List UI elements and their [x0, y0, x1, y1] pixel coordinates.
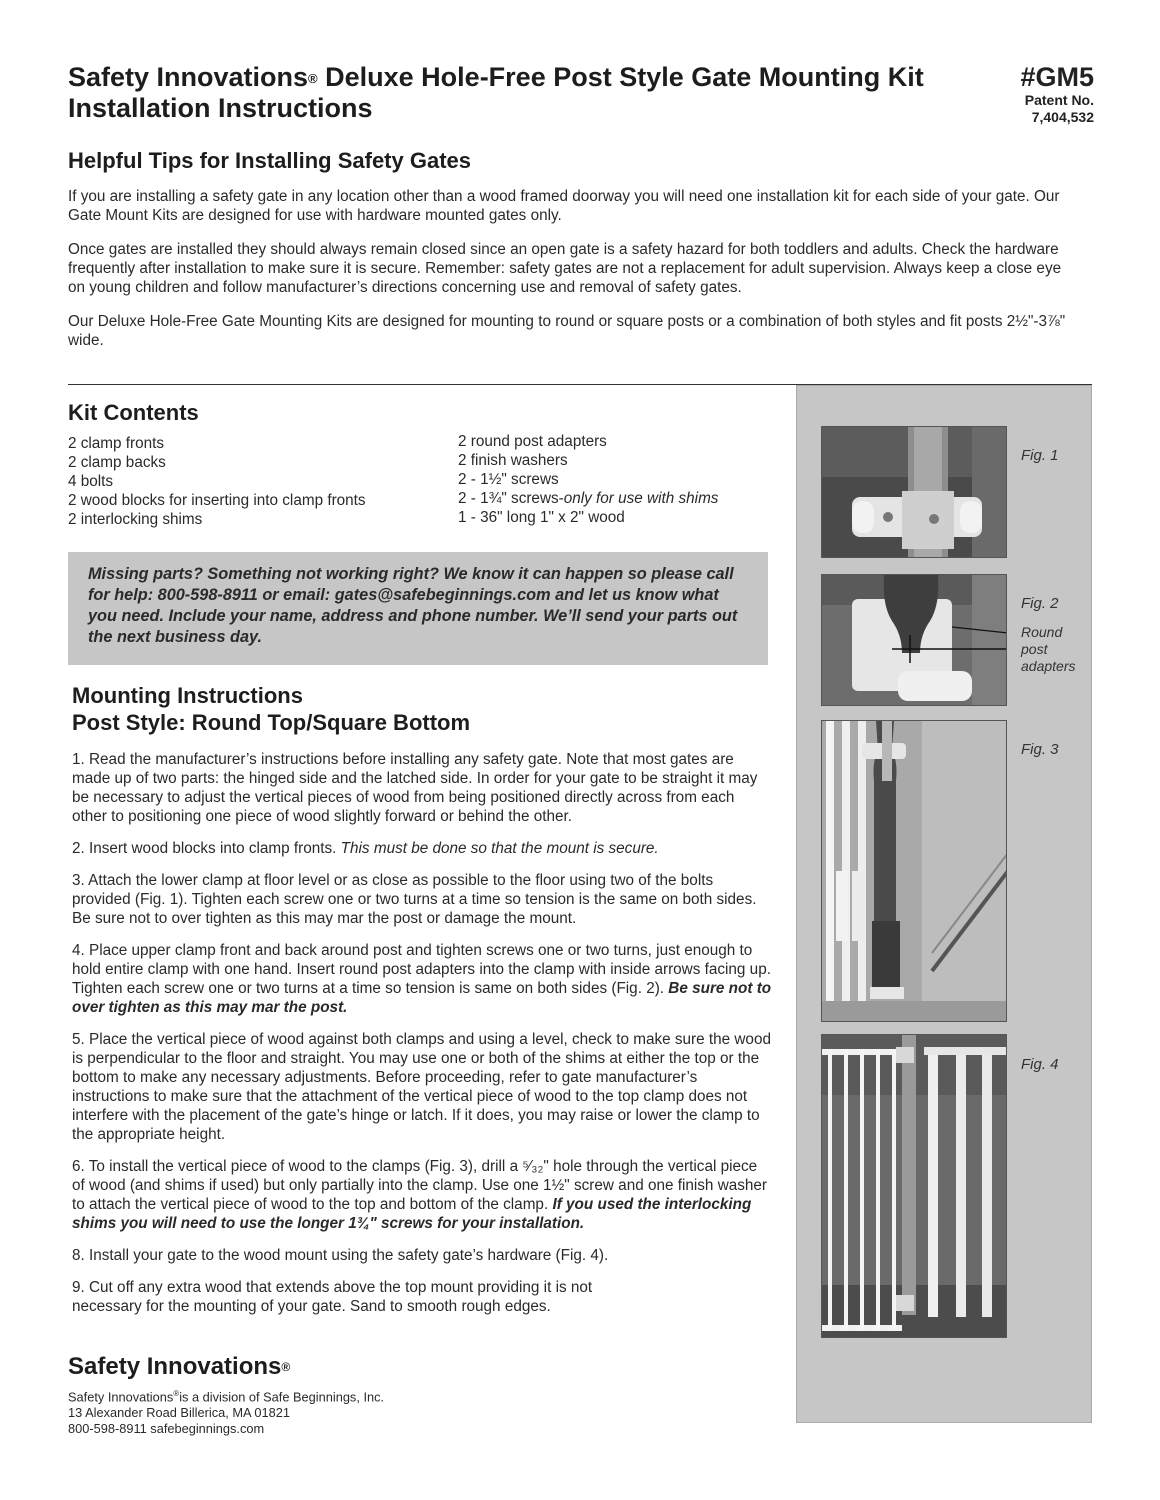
title-brand: Safety Innovations — [68, 62, 309, 92]
step-2-text: 2. Insert wood blocks into clamp fronts. — [72, 840, 341, 857]
figure-4-label: Fig. 4 — [1021, 1056, 1059, 1073]
step-2 — [72, 839, 772, 858]
company-line-1 — [68, 1386, 384, 1405]
kit-contents-section — [68, 400, 788, 529]
figure-1-label: Fig. 1 — [1021, 447, 1059, 464]
mounting-steps — [72, 750, 772, 1316]
kit-item: 2 - 1½" screws — [458, 471, 559, 488]
kit-item-text: 2 - 1¾" screws- — [458, 490, 564, 507]
step-6-warning: If you used the interlocking shims you will need to use the longer 1¾" screws for your installation. — [72, 1196, 752, 1232]
step-9: 9. Cut off any extra wood that extends above the top mount providing it is not necessary for the mounting of your gate. Sand to smooth rough edges. — [72, 1279, 593, 1315]
step-3: 3. Attach the lower clamp at floor level or as close as possible to the floor using two of the bolts provided (Fig. 1). Tighten each screw one or two turns at a time so tension is the same on both sides. Be sure not to over tighten as this may mar the post or damage the mount. — [72, 872, 757, 927]
registered-mark: ® — [281, 1360, 291, 1374]
company-street: 13 Alexander Road Billerica, MA 01821 — [68, 1405, 290, 1421]
kit-item-note: only for use with shims — [563, 490, 719, 507]
figure-2-label: Fig. 2 — [1021, 595, 1059, 612]
step-4-text: 4. Place upper clamp front and back around post and tighten screws one or two turns, just enough to hold entire clamp with one hand. Insert round post adapters into the clamp with inside arrows facing up. Tighten each screw one or two turns at a time so tension is same on both sides (Fig. 2). — [72, 942, 771, 997]
kit-item: 4 bolts — [68, 473, 114, 490]
figure-3-photo — [821, 720, 1007, 1022]
kit-item: 2 clamp backs — [68, 454, 166, 471]
kit-heading: Kit Contents — [68, 400, 199, 425]
step-6 — [72, 1157, 772, 1233]
help-callout — [68, 552, 768, 665]
company-contact: 800-598-8911 safebeginnings.com — [68, 1421, 265, 1437]
help-callout-text: Missing parts? Something not working right? We know it can happen so please call for help: 800-598-8911 or email: gates@safebeginnings.com and let us know what you need. Include your name, address and phone number. We’ll send your parts out the next business day. — [88, 565, 738, 646]
figure-1-photo — [821, 426, 1007, 558]
patent-label: Patent No. — [1024, 92, 1094, 108]
tips-heading: Helpful Tips for Installing Safety Gates — [68, 148, 472, 173]
tips-paragraph-2: Once gates are installed they should always remain closed since an open gate is a safety hazard for both toddlers and adults. Check the hardware frequently after installation to make sure it is secure. Remember: safety gates are not a replacement for adult supervision. Always keep a close eye on young children and follow manufacturer’s directions concerning use and removal of safety gates. — [68, 241, 1062, 296]
company-footer — [68, 1352, 384, 1437]
step-8: 8. Install your gate to the wood mount using the safety gate’s hardware (Fig. 4). — [72, 1247, 609, 1264]
company-address — [68, 1386, 384, 1437]
document-title — [68, 62, 1094, 124]
tips-paragraph-3: Our Deluxe Hole-Free Gate Mounting Kits are designed for mounting to round or square posts or a combination of both styles and fit posts 2½"-3⅞" wide. — [68, 313, 1066, 349]
step-5: 5. Place the vertical piece of wood against both clamps and using a level, check to make sure the wood is perpendicular to the floor and straight. You may use one or both of the shims at either the top or the bottom to make any necessary adjustments. Before proceeding, refer to gate manufacturer’s instructions to make sure that the attachment of the vertical piece of wood to the top clamp does not interfere with the placement of the gate’s hinge or latch. If it does, you may raise or lower the clamp to the appropriate height. — [72, 1031, 771, 1143]
company-name: Safety Innovations — [68, 1389, 174, 1405]
kit-item — [458, 489, 718, 508]
figure-3-label: Fig. 3 — [1021, 741, 1059, 758]
kit-item: 2 wood blocks for inserting into clamp fronts — [68, 492, 366, 509]
registered-mark: ® — [173, 1389, 180, 1398]
step-6-text: 6. To install the vertical piece of wood to the clamps (Fig. 3), drill a ⁵⁄₃₂" hole through the vertical piece of wood (and shims if used) but only partially into the clamp. Use one 1½" screw and one finish washer to attach the vertical piece of wood to the top and bottom of the clamp. — [72, 1158, 768, 1213]
step-4-warning: Be sure not to over tighten as this may mar the post. — [72, 980, 772, 1016]
tips-paragraph-1: If you are installing a safety gate in any location other than a wood framed doorway you will need one installation kit for each side of your gate. Our Gate Mount Kits are designed for use with hardware mounted gates only. — [68, 188, 1060, 224]
product-code-block — [1020, 62, 1094, 126]
tips-section — [68, 148, 1068, 350]
step-4 — [72, 941, 772, 1017]
kit-item: 2 clamp fronts — [68, 435, 165, 452]
document-header — [68, 62, 1094, 124]
company-division: is a division of Safe Beginnings, Inc. — [179, 1389, 385, 1405]
figure-4-photo — [821, 1034, 1007, 1338]
figure-2-callout: Round post adapters — [1021, 624, 1076, 674]
mounting-subheading: Post Style: Round Top/Square Bottom — [72, 710, 471, 735]
title-product: Deluxe Hole-Free Post Style Gate Mounting Kit — [317, 62, 924, 92]
kit-item: 2 round post adapters — [458, 433, 607, 450]
patent-number: 7,404,532 — [1031, 109, 1094, 125]
figures-sidebar — [796, 385, 1092, 1423]
mounting-section — [72, 682, 772, 1316]
mounting-heading: Mounting Instructions — [72, 683, 303, 708]
footer-brand — [68, 1352, 384, 1382]
kit-item: 2 interlocking shims — [68, 511, 203, 528]
product-code: #GM5 — [1020, 62, 1094, 92]
step-2-note: This must be done so that the mount is secure. — [340, 840, 659, 857]
kit-list-right — [458, 432, 718, 529]
registered-mark: ® — [308, 71, 318, 86]
figure-2-photo — [821, 574, 1007, 706]
kit-list — [68, 432, 788, 529]
kit-list-left — [68, 432, 458, 529]
step-1: 1. Read the manufacturer’s instructions before installing any safety gate. Note that most gates are made up of two parts: the hinged side and the latched side. In order for your gate to be straight it may be necessary to adjust the vertical pieces of wood from being positioned directly across from each other to positioning one piece of wood slightly forward or behind the other. — [72, 751, 758, 825]
footer-brand-name: Safety Innovations — [68, 1353, 282, 1380]
kit-item: 1 - 36" long 1" x 2" wood — [458, 509, 625, 526]
title-subtitle: Installation Instructions — [68, 93, 373, 123]
kit-item: 2 finish washers — [458, 452, 568, 469]
